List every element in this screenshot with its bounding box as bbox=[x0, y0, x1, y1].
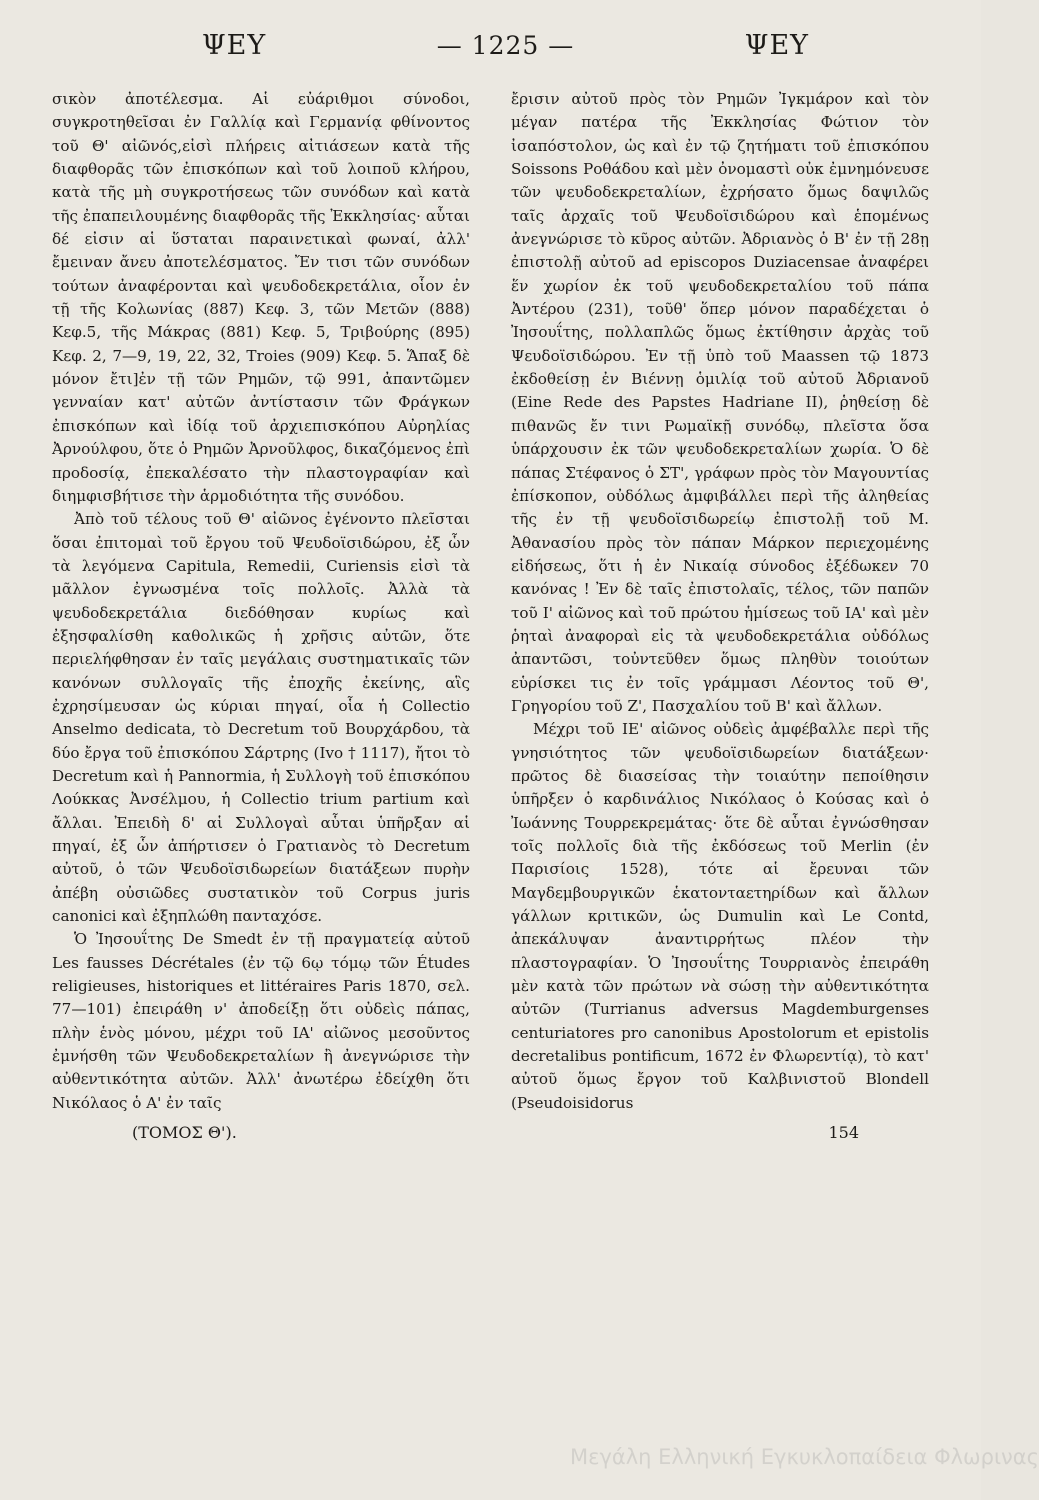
running-header bbox=[52, 30, 929, 78]
left-paragraph-1: σικὸν ἀποτέλεσμα. Αἱ εὐάριθμοι σύνοδοι, συγκροτηθεῖσαι ἐν Γαλλίᾳ καὶ Γερμανίᾳ φθίνοντος τοῦ Θ' αἰῶνός,εἰσὶ πλήρεις αἰτιάσεων κατὰ τῆς διαφθορᾶς τῶν ἐπισκόπων καὶ τοῦ λοιποῦ κλήρου, κατὰ τῆς μὴ συγκροτήσεως τῶν συνόδων καὶ κατὰ τῆς ἐπαπειλουμένης διαφθορᾶς τῆς Ἐκκλησίας· αὗται δέ εἰσιν αἱ ὕσταται παραινετικαὶ φωναί, ἀλλ' ἔμειναν ἄνευ ἀποτελέσματος. Ἔν τισι τῶν συνόδων τούτων ἀναφέρονται καὶ ψευδοδεκρετάλια, οἷον ἐν τῇ τῆς Κολωνίας (887) Κεφ. 3, τῶν Μετῶν (888) Κεφ.5, τῆς Μάκρας (881) Κεφ. 5, Τριβούρης (895) Κεφ. 2, 7—9, 19, 22, 32, Troies (909) Κεφ. 5. Ἅπαξ δὲ μόνον ἔτι]ἐν τῇ τῶν Ρημῶν, τῷ 991, ἀπαντῶμεν γενναίαν κατ' αὐτῶν ἀντίστασιν τῶν Φράγκων ἐπισκόπων καὶ ἰδίᾳ τοῦ ἀρχιεπισκόπου Αὐρηλίας Ἀρνούλφου, ὅτε ὁ Ρημῶν Ἀρνοῦλφος, δικαζόμενος ἐπὶ προδοσίᾳ, ἐπεκαλέσατο τὴν πλαστογραφίαν καὶ διημφισβήτισε τὴν ἁρμοδιότητα τῆς συνόδου. bbox=[52, 90, 470, 505]
header-left: ΨΕΥ bbox=[202, 30, 267, 61]
signature-number: 154 bbox=[828, 1123, 859, 1143]
left-column bbox=[52, 88, 470, 1115]
left-paragraph-2: Ἀπὸ τοῦ τέλους τοῦ Θ' αἰῶνος ἐγένοντο πλεῖσται ὅσαι ἐπιτομαὶ τοῦ ἔργου τοῦ Ψευδοϊσιδώρου, ἐξ ὧν τὰ λεγόμενα Capitula, Remedii, Curiensis εἰσὶ τὰ μᾶλλον ἐγνωσμένα τοῖς πολλοῖς. Ἀλλὰ τὰ ψευδοδεκρετάλια διεδόθησαν κυρίως καὶ ἐξησφαλίσθη καθολικῶς ἡ χρῆσις αὐτῶν, ὅτε περιελήφθησαν ἐν ταῖς μεγάλαις συστηματικαῖς τῶν κανόνων συλλογαῖς τῆς ἐποχῆς ἐκείνης, αἳς ἐχρησίμευσαν ὡς κύριαι πηγαί, οἷα ἡ Collectio Anselmo dedicata, τὸ Decretum τοῦ Βουρχάρδου, τὰ δύο ἔργα τοῦ ἐπισκόπου Σάρτρης (Ivo † 1117), ἤτοι τὸ Decretum καὶ ἡ Pannormia, ἡ Συλλογὴ τοῦ ἐπισκόπου Λούκκας Ἀνσέλμου, ἡ Collectio trium partium καὶ ἄλλαι. Ἐπειδὴ δ' αἱ Συλλογαὶ αὗται ὑπῆρξαν αἱ πηγαί, ἐξ ὧν ἀπήρτισεν ὁ Γρατιανὸς τὸ Decretum αὐτοῦ, ὁ τῶν Ψευδοϊσιδωρείων διατάξεων πυρὴν ἀπέβη οὐσιῶδες συστατικὸν τοῦ Corpus juris canonici καὶ ἐξηπλώθη πανταχόσε. bbox=[52, 510, 470, 926]
header-right: ΨΕΥ bbox=[744, 30, 809, 61]
page-number: — 1225 — bbox=[436, 31, 575, 60]
page-footer bbox=[52, 1123, 929, 1142]
right-paragraph-1: ἔρισιν αὐτοῦ πρὸς τὸν Ρημῶν Ἰγκμάρον καὶ τὸν μέγαν πατέρα τῆς Ἐκκλησίας Φώτιον τὸν ἰσαπόστολον, ὡς καὶ ἐν τῷ ζητήματι τοῦ ἐπισκόπου Soissons Ροθάδου καὶ μὲν ὀνομαστὶ οὐκ ἐμνημόνευσε τῶν ψευδοδεκρεταλίων, ἐχρήσατο ὅμως δαψιλῶς ταῖς ἀρχαῖς τοῦ Ψευδοϊσιδώρου καὶ ἑπομένως ἀνεγνώρισε τὸ κῦρος αὐτῶν. Ἀδριανὸς ὁ Β' ἐν τῇ 28ῃ ἐπιστολῇ αὐτοῦ ad episcopos Duziacensae ἀναφέρει ἕν χωρίον ἐκ τοῦ ψευδοδεκρεταλίου τοῦ πάπα Ἀντέρου (231), τοῦθ' ὅπερ μόνον παραδέχεται ὁ Ἰησουΐτης, πολλαπλῶς ὅμως ἐκτίθησιν ἀρχὰς τοῦ Ψευδοϊσιδώρου. Ἐν τῇ ὑπὸ τοῦ Maassen τῷ 1873 ἐκδοθείσῃ ἐν Βιέννῃ ὁμιλίᾳ τοῦ αὐτοῦ Ἀδριανοῦ (Eine Rede des Papstes Hadriane II), ῥηθείσῃ δὲ πιθανῶς ἔν τινι Ρωμαϊκῇ συνόδῳ, πλεῖστα ὅσα ὑπάρχουσιν ἐκ τῶν ψευδοδεκρεταλίων χωρία. Ὁ δὲ πάπας Στέφανος ὁ ΣΤ', γράφων πρὸς τὸν Μαγουντίας ἐπίσκοπον, οὐδόλως ἀμφιβάλλει περὶ τῆς ἀληθείας τῆς ἐν τῇ ψευδοϊσιδωρείῳ ἐπιστολῇ τοῦ Μ. Ἀθανασίου πρὸς τὸν πάπαν Μάρκον περιεχομένης εἰδήσεως, ὅτι ἡ ἐν Νικαίᾳ σύνοδος ἐξέδωκεν 70 κανόνας ! Ἐν δὲ ταῖς ἐπιστολαῖς, τέλος, τῶν παπῶν τοῦ Ι' αἰῶνος καὶ τοῦ πρώτου ἡμίσεως τοῦ ΙΑ' καὶ μὲν ῥηταὶ ἀναφοραὶ εἰς τὰ ψευδοδεκρετάλια οὐδόλως ἀπαντῶσι, τοὐντεῦθεν ὅμως πληθὺν τοιούτων εὑρίσκει τις ἐν τοῖς γράμμασι Λέοντος τοῦ Θ', Γρηγορίου τοῦ Ζ', Πασχαλίου τοῦ Β' καὶ ἄλλων. bbox=[511, 90, 929, 715]
volume-label: (ΤΟΜΟΣ Θ'). bbox=[132, 1123, 237, 1143]
right-paragraph-2: Μέχρι τοῦ ΙΕ' αἰῶνος οὐδεὶς ἀμφέβαλλε περὶ τῆς γνησιότητος τῶν ψευδοϊσιδωρείων διατάξεων· πρῶτος δὲ διασείσας τὴν τοιαύτην πεποίθησιν ὑπῆρξεν ὁ καρδινάλιος Νικόλαος ὁ Κούσας καὶ ὁ Ἰωάννης Τουρρεκρεμάτας· ὅτε δὲ αὗται ἐγνώσθησαν τοῖς πολλοῖς διὰ τῆς ἐκδόσεως τοῦ Merlin (ἐν Παρισίοις 1528), τότε αἱ ἔρευναι τῶν Μαγδεμβουργικῶν ἑκατονταετηρίδων καὶ ἄλλων γάλλων κριτικῶν, ὡς Dumulin καὶ Le Contd, ἀπεκάλυψαν ἀναντιρρήτως πλέον τὴν πλαστογραφίαν. Ὁ Ἰησουΐτης Τουρριανὸς ἐπειράθη μὲν κατὰ τῶν πρώτων νὰ σώσῃ τὴν αὐθεντικότητα αὐτῶν (Turrianus adversus Magdemburgenses centuriatores pro canonibus Apostolorum et epistolis decretalibus pontificum, 1672 ἐν Φλωρεντίᾳ), τὸ κατ' αὐτοῦ ὅμως ἔργον τοῦ Καλβινιστοῦ Blondell (Pseudoisidorus bbox=[511, 720, 929, 1112]
watermark: Μεγάλη Ελληνική Εγκυκλοπαίδεια Φλωρινας bbox=[570, 1445, 1039, 1469]
left-paragraph-3: Ὁ Ἰησουΐτης De Smedt ἐν τῇ πραγματείᾳ αὐτοῦ Les fausses Décrétales (ἐν τῷ 6ῳ τόμῳ τῶν Études religieuses, historiques et littéraires Paris 1870, σελ. 77—101) ἐπειράθη ν' ἀποδείξῃ ὅτι οὐδεὶς πάπας, πλὴν ἑνὸς μόνου, μέχρι τοῦ ΙΑ' αἰῶνος μεσοῦντος ἐμνήσθη τῶν Ψευδοδεκρεταλίων ἢ ἀνεγνώρισε τὴν αὐθεντικότητα αὐτῶν. Ἀλλ' ἀνωτέρω ἐδείχθη ὅτι Νικόλαος ὁ Α' ἐν ταῖς bbox=[52, 930, 470, 1112]
text-columns bbox=[52, 88, 929, 1115]
right-column bbox=[511, 88, 929, 1115]
